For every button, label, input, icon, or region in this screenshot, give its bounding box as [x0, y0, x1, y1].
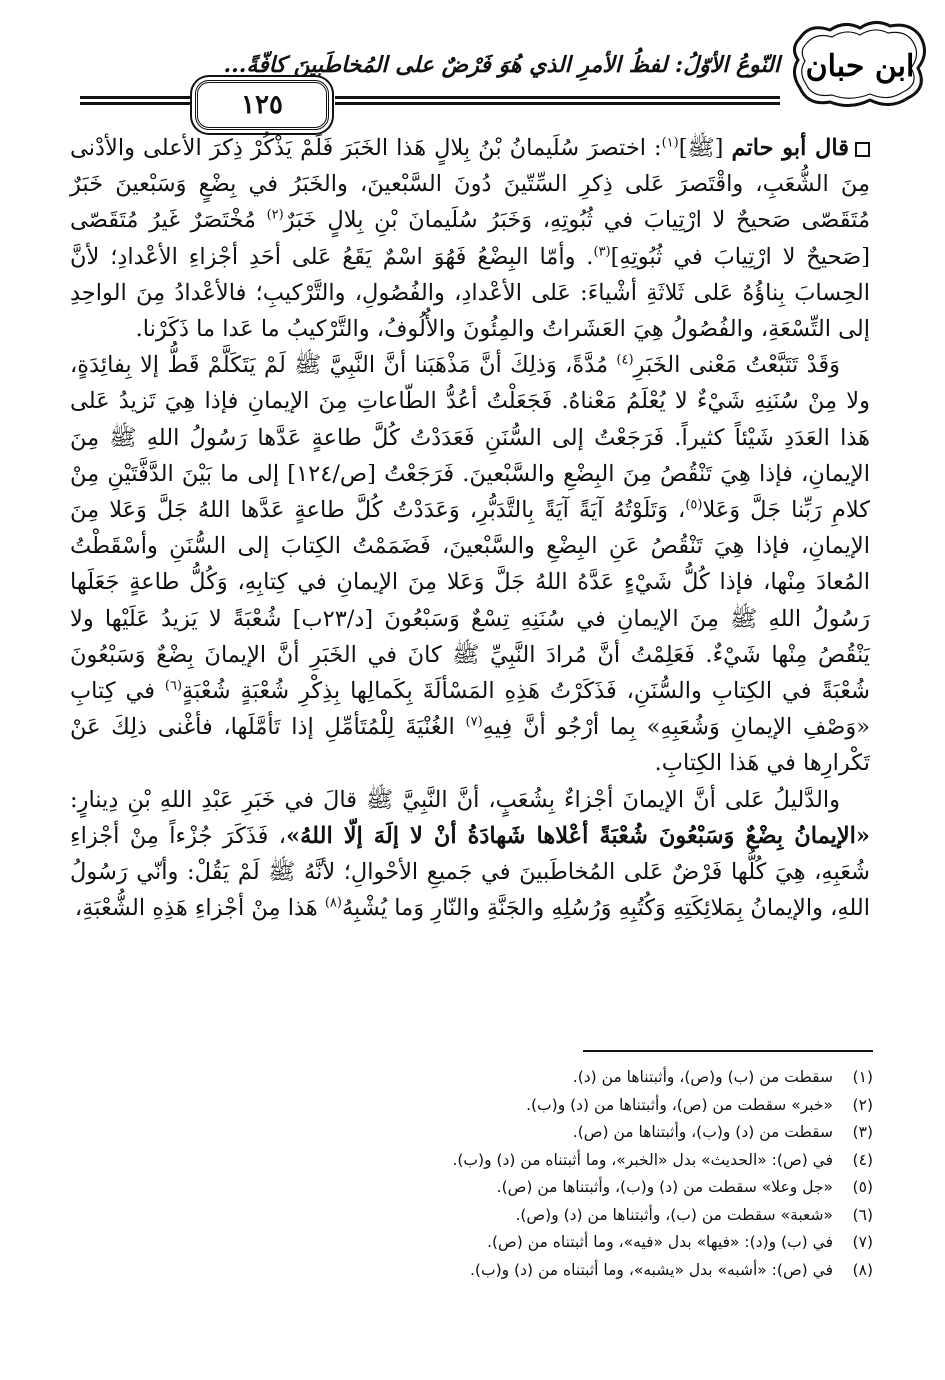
footnote-number: (٥) [852, 1178, 873, 1196]
footnote-text: في (ب) و(د): «فيها» بدل «فيه»، وما أثبتناه من (ص). [487, 1233, 833, 1251]
text-run: ، وَتَلَوْتُهُ آيَةً آيَةً بِالتَّدَبُّرِ، وَعَدَدْتُ كُلَّ طاعةٍ عَدَّها اللهُ جَلَّ وَعَلا مِنَ الإيمانِ، فإذا هِيَ تَنْقُصُ عَنِ البِضْعِ والسَّبْعينَ، فَضَمَمْتُ الكِتابَ إلى السُّنَنِ وأسْقَطْتُ المُعادَ مِنْها، فإذا كُلُّ شَيْءٍ عَدَّهُ اللهُ جَلَّ وَعَلا مِنَ الإيمانِ في كِتابِهِ، وَكُلُّ طاعةٍ جَعَلَها رَسُولُ اللهِ ﷺ مِنَ الإيمانِ في سُنَنِهِ تِسْعٌ وَسَبْعُونَ [70, 497, 871, 632]
footnote-number: (٧) [852, 1233, 873, 1251]
paragraph-1 [70, 130, 870, 347]
footnote-7 [273, 1229, 873, 1257]
note-ref: (٣) [593, 244, 611, 260]
footnote-text: سقطت من (ب) و(ص)، وأثبتناها من (د). [572, 1068, 833, 1086]
footnote-text: «جل وعلا» سقطت من (د) و(ب)، وأثبتناها من (ص). [496, 1178, 833, 1196]
note-ref: (٨) [324, 895, 342, 911]
footnote-number: (٢) [852, 1095, 873, 1114]
text-run: إلى ما بَيْنَ الدَّفَّتَيْنِ مِنْ كلامِ رَبِّنا جَلَّ وَعَلا [70, 460, 870, 524]
page-reference: [ص/١٢٤] [287, 460, 376, 487]
author-emblem [790, 18, 930, 108]
footnote-text: «خبر» سقطت من (ص)، وأثبتناها من (د) و(ب). [526, 1095, 833, 1114]
note-ref: (٦) [164, 678, 183, 694]
hadith-quote: «الإيمانُ بِضْعٌ وَسَبْعُونَ شُعْبَةً أعْلاها شَهادَةُ أنْ لا إلَهَ إلّا اللهُ» [286, 822, 870, 849]
main-text [70, 130, 870, 926]
footnote-number: (٤) [852, 1150, 873, 1169]
footnote-4 [273, 1147, 873, 1175]
footnote-text: في (ص): «أشبه» بدل «يشبه»، وما أثبتناه من (د) و(ب). [470, 1260, 833, 1279]
text-run: شُعْبَةً لا يَزيدُ عَلَيْها ولا يَنْقُصُ مِنْها شَيْءٌ. فَعَلِمْتُ أنَّ مُرادَ النَّبِيِّ ﷺ كانَ في الخَبَرِ أنَّ الإيمانَ بِضْعٌ وَسَبْعُونَ شُعْبَةً في الكِتابِ والسُّنَنِ، فَذَكَرْتُ هَذِهِ المَسْألَةَ بِكَمالِها بِذِكْرِ شُعْبَةٍ شُعْبَةٍ [70, 605, 871, 705]
text-run: مُدَّةً، وَذلِكَ أنَّ مَذْهَبَنا أنَّ النَّبِيَّ ﷺ لَمْ يَتَكَلَّمْ قَطُّ إلا بِفائِدَةٍ، ولا مِنْ سُنَنِهِ شَيْءٌ لا يُعْلَمُ مَعْناهُ. فَجَعَلْتُ أعُدُّ الطّاعاتِ مِنَ الإيمانِ فإذا هِيَ تَزيدُ عَلى هَذا العَدَدِ شَيْئاً كثيراً. فَرَجَعْتُ إلى السُّنَنِ فَعَدَدْتُ كُلَّ طاعةٍ عَدَّها رَسُولُ اللهِ ﷺ مِنَ الإيمانِ، فإذا هِيَ تَنْقُصُ مِنَ البِضْعِ والسَّبْعينَ. فَرَجَعْتُ [70, 352, 870, 487]
emblem-text: ابن حبان [805, 49, 915, 84]
footnote-separator [583, 1050, 873, 1052]
text-run: وَقَدْ تَتَبَّعْتُ مَعْنى الخَبَرِ [633, 352, 841, 379]
footnote-number: (٦) [852, 1205, 873, 1224]
square-marker-icon [855, 142, 870, 157]
footnote-number: (١) [852, 1068, 873, 1086]
text-run: الغُنْيَةَ لِلْمُتَأمِّلِ إذا تَأمَّلَها، فأغْنى ذلِكَ عَنْ تَكْرارِها في هَذا الكِتابِ. [70, 714, 870, 777]
footnote-6 [273, 1202, 873, 1230]
footnote-text: «شعبة» سقطت من (ب)، وأثبتناها من (د) و(ص). [515, 1205, 833, 1224]
footnote-3 [273, 1119, 873, 1147]
note-ref: (٥) [685, 497, 703, 513]
paragraph-3 [70, 782, 870, 927]
page-reference: [د/٢٣ب] [292, 605, 374, 632]
footnote-8 [273, 1257, 873, 1285]
note-ref: (٧) [465, 714, 483, 730]
text-run: ، فَذَكَرَ جُزْءاً مِنْ أجْزاءِ شُعَبِهِ، هِيَ كُلُّها فَرْضٌ عَلى المُخاطَبينَ في جَميعِ الأحْوالِ؛ لأنَّهُ ﷺ لَمْ يَقُلْ: وأنّي رَسُولُ اللهِ، والإيمانُ بِمَلائِكَتِهِ وَكُتُبِهِ وَرُسُلِهِ والجَنَّةِ والنّارِ وَما يُشْبِهُ [70, 822, 870, 922]
speaker-name: قال أبو حاتم [731, 135, 850, 161]
footnotes [273, 1064, 873, 1284]
footnote-number: (٣) [852, 1123, 873, 1141]
text-run: . وأمّا البِضْعُ فَهُوَ اسْمٌ يَقَعُ عَلى أحَدِ أجْزاءِ الأعْدادِ؛ لأنَّ الحِسابَ بِناؤُهُ عَلى ثَلاثَةِ أشْياءَ: عَلى الأعْدادِ، والفُصُولِ، والتَّرْكيبِ؛ فالأعْدادُ مِنَ الواحِدِ إلى التِّسْعَةِ، والفُصُولُ هِيَ العَشَراتُ والمِئُونَ والأُلُوفُ، والتَّرْكيبُ ما عَدا ما ذَكَرْنا. [70, 243, 870, 343]
page-header [70, 18, 930, 118]
footnote-2 [273, 1092, 873, 1120]
footnote-number: (٨) [852, 1260, 873, 1279]
footnote-text: سقطت من (د) و(ب)، وأثبتناها من (ص). [572, 1123, 833, 1141]
running-title: النّوعُ الأوّلُ: لفظُ الأمرِ الذي هُوَ فَرْضٌ على المُخاطَبينَ كافّةً... [223, 52, 780, 78]
footnote-text: في (ص): «الحديث» بدل «الخبر»، وما أثبتناه من (د) و(ب). [452, 1150, 833, 1169]
text-run: والدَّليلُ عَلى أنَّ الإيمانَ أجْزاءٌ بِشُعَبٍ، أنَّ النَّبِيَّ ﷺ قالَ في خَبَرِ عَبْدِ اللهِ بْنِ دِينارٍ: [70, 786, 840, 813]
text-run: هَذا مِنْ أجْزاءِ هَذِهِ الشُّعْبَةِ، [74, 895, 318, 922]
text-run: في كِتابِ «وَصْفِ الإيمانِ وَشُعَبِهِ» بِما أرْجُو أنَّ فِيهِ [70, 678, 870, 741]
header-rule-left [80, 96, 190, 108]
note-ref: (١) [661, 135, 679, 151]
note-ref: (٢) [266, 207, 284, 223]
page-number: ١٢٥ [195, 80, 329, 130]
paragraph-2 [70, 347, 870, 781]
text-run: : اختصرَ سُلَيمانُ بْنُ بِلالٍ هَذا الخَبَرَ فَلَمْ يَذْكُرْ ذِكرَ الأعلى والأدْنى مِنَ الشُّعَبِ، واقْتَصرَ عَلى ذِكرِ السِّتّينَ دُونَ السَّبْعينَ، والخَبَرُ في بِضْعٍ وَسَبْعينَ خَبَرٌ مُتَقَصّى صَحيحٌ لا ارْتِيابَ في ثُبُوتِهِ، وَخَبَرُ سُلَيمانَ بْنِ بِلالٍ خَبَرٌ [70, 135, 870, 234]
note-ref: (٤) [616, 352, 634, 368]
footnote-1 [273, 1064, 873, 1092]
footnote-5 [273, 1174, 873, 1202]
text-run: مُخْتَصَرٌ غَيرُ مُتَقَصّى [صَحيحٌ لا ارْتِيابَ في ثُبُوتِهِ] [70, 207, 870, 270]
honorific: [ﷺ] [678, 135, 724, 161]
header-rule-right [335, 96, 780, 108]
